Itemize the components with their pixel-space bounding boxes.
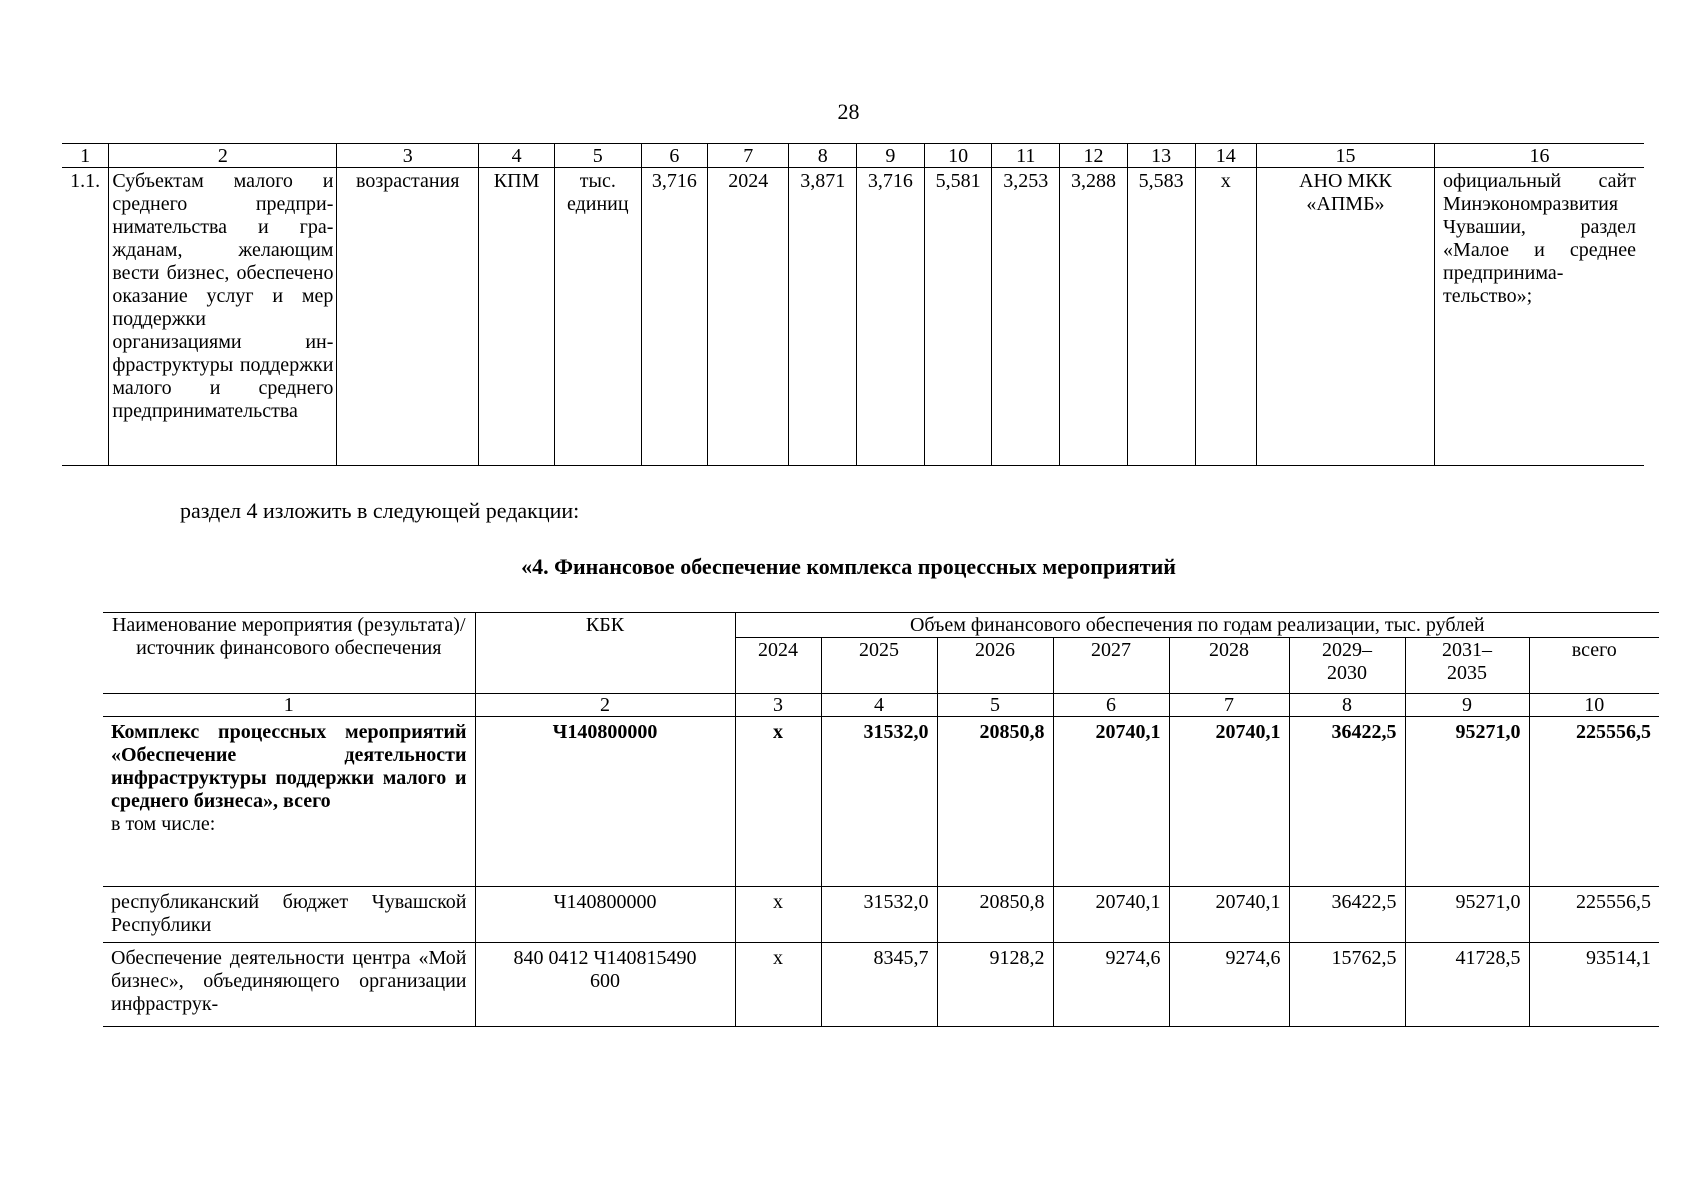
activity-name-cell bbox=[103, 717, 475, 887]
column-number: 9 bbox=[857, 144, 925, 168]
column-number: 1 bbox=[103, 694, 475, 717]
activity-name: Комплекс процессных мероприятий «Обеспечение деятельности инфраструктуры поддержки малого и среднего бизнеса», всего bbox=[111, 721, 467, 812]
value-cell: 9274,6 bbox=[1053, 943, 1169, 1027]
value-cell: 20740,1 bbox=[1169, 887, 1289, 943]
financing-index-row bbox=[103, 694, 1659, 717]
value-2026: 3,716 bbox=[857, 168, 925, 466]
activity-name: Обеспечение деятельности центра «Мой бизнес», объединяющего организации инфраструк- bbox=[103, 943, 475, 1027]
value-cell: х bbox=[735, 943, 821, 1027]
column-number: 15 bbox=[1256, 144, 1434, 168]
column-number: 14 bbox=[1195, 144, 1256, 168]
column-number: 5 bbox=[937, 694, 1053, 717]
table-row bbox=[103, 943, 1659, 1027]
column-number: 4 bbox=[479, 144, 555, 168]
value-cell: х bbox=[735, 717, 821, 887]
value-cell: 9128,2 bbox=[937, 943, 1053, 1027]
kbk-code: 840 0412 Ч140815490 600 bbox=[475, 943, 735, 1027]
value-cell: х bbox=[735, 887, 821, 943]
information-source: официальный сайт Минэкономразвития Чувашии, раздел «Малое и среднее предпринимательство»; bbox=[1435, 168, 1644, 466]
value-cell: 20740,1 bbox=[1053, 717, 1169, 887]
indicator-direction: возрастания bbox=[337, 168, 479, 466]
column-number: 1 bbox=[62, 144, 109, 168]
value-cell: 8345,7 bbox=[821, 943, 937, 1027]
year-header: 2024 bbox=[735, 638, 821, 694]
year-header: 2027 bbox=[1053, 638, 1169, 694]
table-row bbox=[103, 717, 1659, 887]
year-header: 2029–2030 bbox=[1289, 638, 1405, 694]
row-number: 1.1. bbox=[62, 168, 109, 466]
value-cell: 36422,5 bbox=[1289, 887, 1405, 943]
indicators-table bbox=[62, 143, 1644, 466]
column-number: 2 bbox=[475, 694, 735, 717]
column-number: 8 bbox=[1289, 694, 1405, 717]
value-cell: 20740,1 bbox=[1169, 717, 1289, 887]
activity-name: республиканский бюджет Чувашской Республики bbox=[103, 887, 475, 943]
base-year: 2024 bbox=[708, 168, 789, 466]
column-14-value: х bbox=[1195, 168, 1256, 466]
column-number: 3 bbox=[337, 144, 479, 168]
responsible-organization: АНО МКК «АПМБ» bbox=[1256, 168, 1434, 466]
column-number: 9 bbox=[1405, 694, 1529, 717]
table-row bbox=[62, 168, 1644, 466]
value-cell: 9274,6 bbox=[1169, 943, 1289, 1027]
indicator-name: Субъектам малого и среднего предпринимательства и гражданам, желающим вести бизнес, обеспечено оказание услуг и мер поддержки организациями инфраструктуры поддержки малого и среднего предпринимательства bbox=[109, 168, 337, 466]
indicator-unit: тыс. единиц bbox=[555, 168, 641, 466]
column-number: 6 bbox=[1053, 694, 1169, 717]
column-number: 6 bbox=[641, 144, 708, 168]
indicator-type: КПМ bbox=[479, 168, 555, 466]
activity-note: в том числе: bbox=[111, 813, 216, 835]
value-cell: 31532,0 bbox=[821, 887, 937, 943]
value-cell: 31532,0 bbox=[821, 717, 937, 887]
kbk-code: Ч140800000 bbox=[475, 887, 735, 943]
column-number: 3 bbox=[735, 694, 821, 717]
column-number: 5 bbox=[555, 144, 641, 168]
year-header: 2026 bbox=[937, 638, 1053, 694]
value-cell: 95271,0 bbox=[1405, 717, 1529, 887]
column-number: 4 bbox=[821, 694, 937, 717]
column-number: 11 bbox=[992, 144, 1060, 168]
page-number: 28 bbox=[837, 99, 860, 124]
kbk-code: Ч140800000 bbox=[475, 717, 735, 887]
value-cell: 225556,5 bbox=[1529, 717, 1659, 887]
value-cell: 41728,5 bbox=[1405, 943, 1529, 1027]
column-number: 2 bbox=[109, 144, 337, 168]
indicators-header-row bbox=[62, 144, 1644, 168]
value-2025: 3,871 bbox=[789, 168, 857, 466]
header-kbk: КБК bbox=[475, 613, 735, 694]
amendment-paragraph: раздел 4 изложить в следующей редакции: bbox=[180, 498, 580, 523]
value-2029: 3,288 bbox=[1060, 168, 1128, 466]
column-number: 10 bbox=[1529, 694, 1659, 717]
column-number: 7 bbox=[1169, 694, 1289, 717]
value-cell: 20850,8 bbox=[937, 717, 1053, 887]
section-title: «4. Финансовое обеспечение комплекса процессных мероприятий bbox=[521, 554, 1176, 579]
year-header: всего bbox=[1529, 638, 1659, 694]
header-financing-volume: Объем финансового обеспечения по годам реализации, тыс. рублей bbox=[735, 613, 1659, 638]
year-header: 2028 bbox=[1169, 638, 1289, 694]
year-header: 2025 bbox=[821, 638, 937, 694]
value-cell: 225556,5 bbox=[1529, 887, 1659, 943]
financing-table bbox=[103, 612, 1659, 1027]
column-number: 7 bbox=[708, 144, 789, 168]
column-number: 10 bbox=[924, 144, 992, 168]
value-cell: 95271,0 bbox=[1405, 887, 1529, 943]
value-2027: 5,581 bbox=[924, 168, 992, 466]
column-number: 8 bbox=[789, 144, 857, 168]
value-cell: 15762,5 bbox=[1289, 943, 1405, 1027]
value-cell: 20740,1 bbox=[1053, 887, 1169, 943]
table-row bbox=[103, 887, 1659, 943]
column-number: 13 bbox=[1127, 144, 1195, 168]
value-cell: 93514,1 bbox=[1529, 943, 1659, 1027]
column-number: 12 bbox=[1060, 144, 1128, 168]
financing-header-row bbox=[103, 613, 1659, 638]
base-value: 3,716 bbox=[641, 168, 708, 466]
column-number: 16 bbox=[1435, 144, 1644, 168]
value-cell: 36422,5 bbox=[1289, 717, 1405, 887]
value-2028: 3,253 bbox=[992, 168, 1060, 466]
value-cell: 20850,8 bbox=[937, 887, 1053, 943]
year-header: 2031–2035 bbox=[1405, 638, 1529, 694]
value-2030: 5,583 bbox=[1127, 168, 1195, 466]
header-activity-name: Наименование мероприятия (результата)/источник финансового обеспечения bbox=[103, 613, 475, 694]
